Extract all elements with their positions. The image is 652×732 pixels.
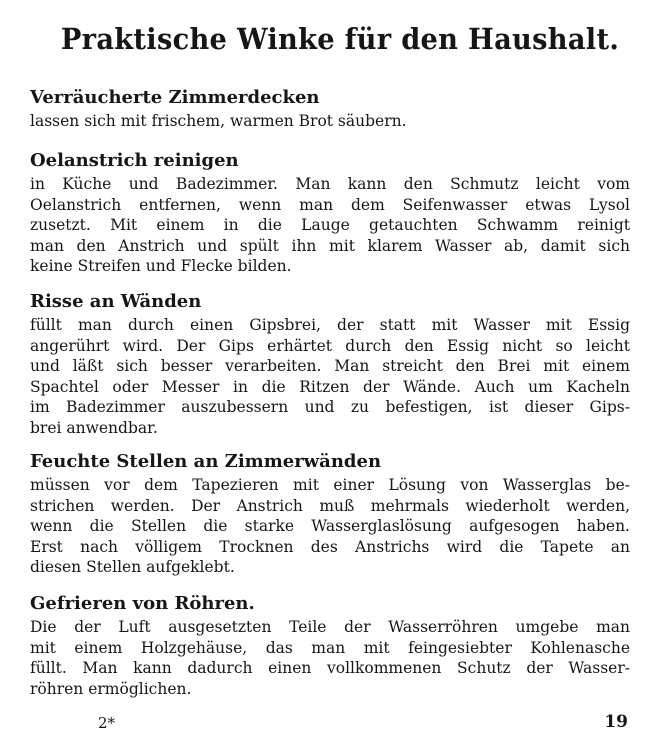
page-number: 19 <box>604 712 628 732</box>
text-line: in Küche und Badezimmer. Man kann den Schmutz leicht vom <box>30 175 630 193</box>
section-oelanstrich-reinigen <box>30 150 630 277</box>
section-feuchte-stellen <box>30 451 630 578</box>
section-body <box>30 111 630 132</box>
text-line: Spachtel oder Messer in die Ritzen der Wände. Auch um Kacheln <box>30 377 630 396</box>
section-risse-an-waenden <box>30 291 630 438</box>
text-line: wenn die Stellen die starke Wasserglaslösung aufgesogen haben. <box>30 517 630 535</box>
text-line: zusetzt. Mit einem in die Lauge getauchten Schwamm reinigt <box>30 216 630 234</box>
section-gefrieren-von-roehren <box>30 593 630 699</box>
section-heading: Oelanstrich reinigen <box>30 150 239 171</box>
text-line: Die der Luft ausgesetzten Teile der Wasserröhren umgebe man <box>30 618 630 636</box>
text-line: im Badezimmer auszubessern und zu befestigen, ist dieser Gips- <box>30 398 630 416</box>
section-heading: Risse an Wänden <box>30 291 202 312</box>
text-line: strichen werden. Der Anstrich muß mehrmals wiederholt werden, <box>30 496 630 515</box>
text-line: füllt man durch einen Gipsbrei, der statt mit Wasser mit Essig <box>30 316 630 334</box>
text-line: füllt. Man kann dadurch einen vollkommenen Schutz der Wasser- <box>30 659 630 677</box>
section-body <box>30 315 630 438</box>
section-body <box>30 617 630 699</box>
section-heading: Gefrieren von Röhren. <box>30 593 255 614</box>
text-line: keine Streifen und Flecke bilden. <box>30 257 292 275</box>
section-heading: Verräucherte Zimmerdecken <box>30 87 320 108</box>
page-title: Praktische Winke für den Haushalt. <box>60 22 620 56</box>
text-line: Oelanstrich entfernen, wenn man dem Seifenwasser etwas Lysol <box>30 195 630 214</box>
text-line: angerührt wird. Der Gips erhärtet durch den Essig nicht so leicht <box>30 336 630 355</box>
signature-mark: 2* <box>98 714 116 732</box>
text-line: mit einem Holzgehäuse, das man mit feingesiebter Kohlenasche <box>30 638 630 657</box>
text-line: lassen sich mit frischem, warmen Brot säubern. <box>30 112 407 130</box>
text-line: Erst nach völligem Trocknen des Anstrichs wird die Tapete an <box>30 537 630 556</box>
text-line: man den Anstrich und spült ihn mit klarem Wasser ab, damit sich <box>30 236 630 255</box>
text-line: und läßt sich besser verarbeiten. Man streicht den Brei mit einem <box>30 357 630 375</box>
text-line: brei anwendbar. <box>30 418 158 437</box>
section-body <box>30 174 630 277</box>
section-verraeucherte-zimmerdecken <box>30 87 630 132</box>
text-line: röhren ermöglichen. <box>30 679 192 698</box>
text-line: diesen Stellen aufgeklebt. <box>30 558 235 576</box>
section-heading: Feuchte Stellen an Zimmerwänden <box>30 451 382 472</box>
section-body <box>30 475 630 578</box>
text-line: müssen vor dem Tapezieren mit einer Lösung von Wasserglas be- <box>30 476 630 494</box>
